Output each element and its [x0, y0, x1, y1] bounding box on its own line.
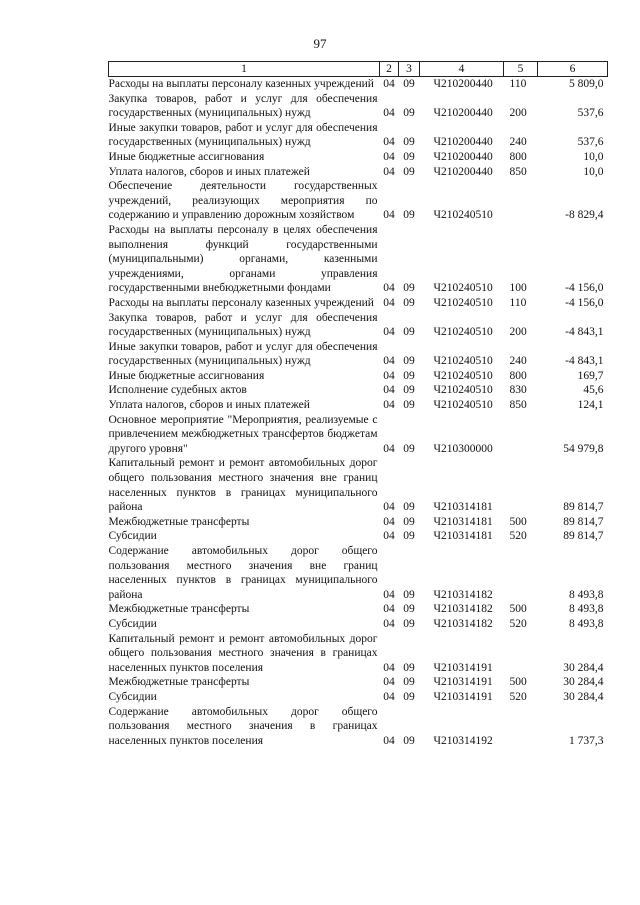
table-row — [109, 296, 608, 311]
row-section: 04 — [383, 165, 395, 178]
header-col-3: 3 — [399, 62, 420, 77]
row-section: 04 — [383, 384, 395, 397]
row-expense-type: 500 — [509, 603, 527, 616]
row-expense-type: 500 — [509, 515, 527, 528]
row-name: Межбюджетные трансферты — [108, 515, 250, 528]
table-header-row — [109, 62, 608, 77]
row-name: Основное мероприятие "Мероприятия, реализуемые с привлечением межбюджетных трансфертов бюджетам другого уровня" — [108, 413, 378, 455]
row-section: 04 — [383, 588, 395, 601]
row-amount: -4 156,0 — [565, 296, 604, 309]
row-name: Содержание автомобильных дорог общего пользования местного значения вне границ населенных пунктов в границах муниципального района — [108, 545, 378, 601]
row-name: Закупка товаров, работ и услуг для обеспечения государственных (муниципальных) нужд — [108, 311, 378, 339]
table-row — [109, 705, 608, 749]
row-amount: -4 843,1 — [565, 326, 604, 339]
row-name: Субсидии — [108, 530, 157, 543]
row-name: Обеспечение деятельности государственных учреждений, реализующих мероприятия по содержанию и управлению дорожным хозяйством — [108, 180, 378, 222]
row-subsection: 09 — [403, 501, 415, 514]
row-amount: -8 829,4 — [565, 209, 604, 222]
row-section: 04 — [383, 282, 395, 295]
table-row — [109, 398, 608, 413]
row-amount: 8 493,8 — [569, 588, 604, 601]
row-name: Субсидии — [108, 617, 157, 630]
row-target-code: Ч210240510 — [433, 209, 493, 222]
row-subsection: 09 — [403, 150, 415, 163]
row-section: 04 — [383, 690, 395, 703]
row-section: 04 — [383, 355, 395, 368]
row-section: 04 — [383, 603, 395, 616]
row-target-code: Ч210200440 — [433, 136, 493, 149]
row-expense-type — [504, 705, 538, 749]
row-subsection: 09 — [403, 515, 415, 528]
row-amount: 169,7 — [577, 369, 604, 382]
row-subsection: 09 — [403, 690, 415, 703]
row-subsection: 09 — [403, 676, 415, 689]
row-section: 04 — [383, 442, 395, 455]
row-subsection: 09 — [403, 661, 415, 674]
table-row — [109, 632, 608, 676]
row-target-code: Ч210314182 — [433, 603, 493, 616]
row-subsection: 09 — [403, 530, 415, 543]
row-target-code: Ч210314181 — [433, 530, 493, 543]
row-expense-type — [504, 179, 538, 223]
row-name: Исполнение судебных актов — [108, 384, 247, 397]
row-name: Расходы на выплаты персоналу казенных учреждений — [108, 296, 374, 309]
row-section: 04 — [383, 661, 395, 674]
row-target-code: Ч210314192 — [433, 734, 493, 747]
row-section: 04 — [383, 515, 395, 528]
table-row — [109, 515, 608, 530]
row-amount: 8 493,8 — [569, 617, 604, 630]
row-subsection: 09 — [403, 355, 415, 368]
row-subsection: 09 — [403, 442, 415, 455]
table-row — [109, 413, 608, 457]
table-row — [109, 675, 608, 690]
table-row — [109, 456, 608, 514]
row-section: 04 — [383, 107, 395, 120]
row-target-code: Ч210200440 — [433, 107, 493, 120]
row-amount: 537,6 — [577, 107, 604, 120]
row-name: Закупка товаров, работ и услуг для обеспечения государственных (муниципальных) нужд — [108, 92, 378, 120]
row-expense-type: 520 — [509, 530, 527, 543]
header-col-1: 1 — [109, 62, 380, 77]
row-amount: 89 814,7 — [563, 530, 604, 543]
row-target-code: Ч210314182 — [433, 588, 493, 601]
row-amount: 30 284,4 — [563, 690, 604, 703]
row-target-code: Ч210200440 — [433, 165, 493, 178]
row-subsection: 09 — [403, 78, 415, 90]
row-target-code: Ч210240510 — [433, 296, 493, 309]
table-row — [109, 617, 608, 632]
table-row — [109, 179, 608, 223]
row-section: 04 — [383, 676, 395, 689]
row-section: 04 — [383, 530, 395, 543]
row-subsection: 09 — [403, 617, 415, 630]
table-row — [109, 383, 608, 398]
row-expense-type: 200 — [509, 326, 527, 339]
row-subsection: 09 — [403, 326, 415, 339]
row-expense-type: 800 — [509, 150, 527, 163]
row-name: Иные бюджетные ассигнования — [108, 150, 265, 163]
row-section: 04 — [383, 209, 395, 222]
table-row — [109, 223, 608, 296]
row-amount: 10,0 — [583, 150, 604, 163]
row-expense-type: 110 — [509, 296, 527, 309]
table-row — [109, 150, 608, 165]
row-amount: 124,1 — [577, 399, 604, 412]
row-name: Межбюджетные трансферты — [108, 676, 250, 689]
row-expense-type: 110 — [509, 78, 527, 90]
row-target-code: Ч210200440 — [433, 78, 493, 90]
row-amount: 54 979,8 — [563, 442, 604, 455]
row-target-code: Ч210300000 — [433, 442, 493, 455]
row-subsection: 09 — [403, 282, 415, 295]
row-amount: 5 809,0 — [569, 78, 604, 90]
row-section: 04 — [383, 326, 395, 339]
row-subsection: 09 — [403, 369, 415, 382]
row-amount: -4 843,1 — [565, 355, 604, 368]
row-amount: 30 284,4 — [563, 661, 604, 674]
row-name: Иные закупки товаров, работ и услуг для обеспечения государственных (муниципальных) нужд — [108, 340, 378, 368]
row-expense-type — [504, 544, 538, 602]
row-section: 04 — [383, 734, 395, 747]
row-subsection: 09 — [403, 734, 415, 747]
row-target-code: Ч210240510 — [433, 369, 493, 382]
row-section: 04 — [383, 136, 395, 149]
row-target-code: Ч210314182 — [433, 617, 493, 630]
row-expense-type: 850 — [509, 399, 527, 412]
row-name: Содержание автомобильных дорог общего пользования местного значения в границах населенных пунктов поселения — [108, 705, 378, 747]
row-expense-type: 830 — [509, 384, 527, 397]
table-row — [109, 165, 608, 180]
row-name: Расходы на выплаты персоналу в целях обеспечения выполнения функций государственными (муниципальными) органами, казенными учреждениями, органами управления государственными внебюджетными фондами — [108, 223, 378, 295]
row-amount: -4 156,0 — [565, 282, 604, 295]
table-row — [109, 311, 608, 340]
row-amount: 10,0 — [583, 165, 604, 178]
row-amount: 89 814,7 — [563, 515, 604, 528]
row-expense-type: 520 — [509, 690, 527, 703]
table-row — [109, 369, 608, 384]
row-expense-type — [504, 632, 538, 676]
table-body — [109, 77, 608, 749]
row-amount: 89 814,7 — [563, 501, 604, 514]
row-name: Субсидии — [108, 690, 157, 703]
row-subsection: 09 — [403, 399, 415, 412]
row-expense-type: 850 — [509, 165, 527, 178]
table-row — [109, 529, 608, 544]
row-section: 04 — [383, 296, 395, 309]
row-section: 04 — [383, 369, 395, 382]
row-name: Иные бюджетные ассигнования — [108, 369, 265, 382]
row-subsection: 09 — [403, 603, 415, 616]
row-amount: 1 737,3 — [569, 734, 604, 747]
header-col-4: 4 — [420, 62, 504, 77]
row-target-code: Ч210240510 — [433, 399, 493, 412]
table-row — [109, 602, 608, 617]
row-expense-type — [504, 456, 538, 514]
row-subsection: 09 — [403, 296, 415, 309]
row-subsection: 09 — [403, 588, 415, 601]
row-target-code: Ч210314191 — [433, 676, 493, 689]
row-name: Капитальный ремонт и ремонт автомобильных дорог общего пользования местного значения в границах населенных пунктов поселения — [108, 632, 378, 674]
row-section: 04 — [383, 399, 395, 412]
row-target-code: Ч210240510 — [433, 384, 493, 397]
row-name: Уплата налогов, сборов и иных платежей — [108, 165, 310, 178]
row-name: Уплата налогов, сборов и иных платежей — [108, 399, 310, 412]
page-number: 97 — [313, 36, 327, 51]
row-target-code: Ч210314181 — [433, 501, 493, 514]
row-subsection: 09 — [403, 107, 415, 120]
row-expense-type: 200 — [509, 107, 527, 120]
row-expense-type: 240 — [509, 136, 527, 149]
row-target-code: Ч210314181 — [433, 515, 493, 528]
row-name: Капитальный ремонт и ремонт автомобильных дорог общего пользования местного значения вне границ населенных пунктов в границах муниципального района — [108, 457, 378, 514]
header-col-2: 2 — [380, 62, 399, 77]
row-target-code: Ч210240510 — [433, 326, 493, 339]
row-name: Иные закупки товаров, работ и услуг для обеспечения государственных (муниципальных) нужд — [108, 121, 378, 149]
row-subsection: 09 — [403, 384, 415, 397]
row-section: 04 — [383, 501, 395, 514]
row-amount: 30 284,4 — [563, 676, 604, 689]
table-row — [109, 77, 608, 92]
table-row — [109, 690, 608, 705]
row-amount: 537,6 — [577, 136, 604, 149]
row-amount: 45,6 — [583, 384, 604, 397]
budget-table — [108, 61, 608, 748]
table-row — [109, 544, 608, 602]
row-subsection: 09 — [403, 209, 415, 222]
row-section: 04 — [383, 78, 395, 90]
row-expense-type — [504, 413, 538, 457]
row-expense-type: 500 — [509, 676, 527, 689]
row-name: Межбюджетные трансферты — [108, 603, 250, 616]
row-target-code: Ч210314191 — [433, 690, 493, 703]
table-row — [109, 340, 608, 369]
row-target-code: Ч210200440 — [433, 150, 493, 163]
row-amount: 8 493,8 — [569, 603, 604, 616]
row-target-code: Ч210314191 — [433, 661, 493, 674]
row-expense-type: 520 — [509, 617, 527, 630]
header-col-6: 6 — [538, 62, 608, 77]
row-target-code: Ч210240510 — [433, 355, 493, 368]
table-row — [109, 121, 608, 150]
header-col-5: 5 — [504, 62, 538, 77]
row-expense-type: 800 — [509, 369, 527, 382]
row-subsection: 09 — [403, 165, 415, 178]
row-expense-type: 240 — [509, 355, 527, 368]
row-section: 04 — [383, 150, 395, 163]
row-subsection: 09 — [403, 136, 415, 149]
row-section: 04 — [383, 617, 395, 630]
row-name: Расходы на выплаты персоналу казенных учреждений — [108, 78, 374, 90]
table-row — [109, 92, 608, 121]
row-target-code: Ч210240510 — [433, 282, 493, 295]
row-expense-type: 100 — [509, 282, 527, 295]
